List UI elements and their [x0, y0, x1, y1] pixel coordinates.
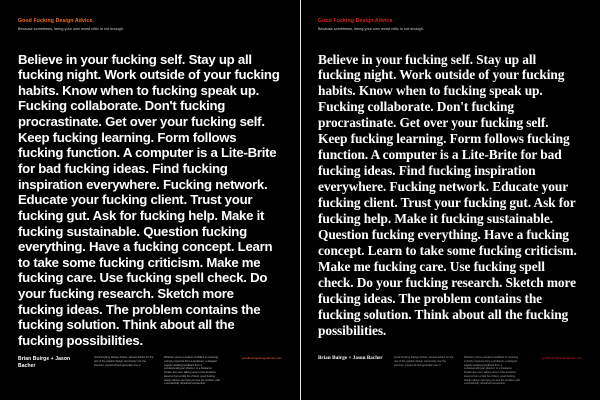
footer-url[interactable]: goodfuckingdesignadvice.com — [541, 356, 582, 360]
poster-header — [318, 18, 582, 32]
poster-header-subtitle: Because sometimes, being your own worst critic is not enough. — [18, 26, 124, 31]
footer-column-two: Whether you're a student confident in receiving a timely response from a professor, a designer eagerly awaiting feedback from a condescending art director, or a freelance broken-ass soul, taking some in-the-trenches lessons from a little bit of blunt, good fucking design advice can help you see the problem with a wonderfully refreshed perspective. — [464, 356, 520, 386]
manifesto-text: Believe in your fucking self. Stay up all fucking night. Work outside of your fucking habits. Know when to fucking speak up. Fucking collaborate. Don't fucking procrastinate. Get over your fucking self. Keep fucking learning. Form follows fucking function. A computer is a Lite-Brite for bad fucking ideas. Find fucking inspiration everywhere. Fucking network. Educate your fucking client. Trust your fucking gut. Ask for fucking help. Make it fucking sustainable. Question fucking everything. Have a fucking concept. Learn to take some fucking criticism. Make me fucking care. Use fucking spell check. Do your fucking research. Sketch more fucking ideas. The problem contains the fucking solution. Think about all the fucking possibilities. — [18, 51, 280, 349]
poster-header — [18, 18, 282, 32]
poster-divider — [300, 0, 301, 400]
footer-authors: Brian Buirge + Jason Bacher — [18, 356, 71, 369]
poster-footer — [318, 356, 582, 386]
poster-footer — [18, 356, 282, 386]
footer-column-two: Whether you're a student confident in receiving a timely response from a professor, a designer eagerly awaiting feedback from a condescending art director, or a freelance broken-ass soul, taking some in-the-trenches lessons from a little bit of blunt, good fucking design advice can help you see the problem with a wonderfully refreshed perspective. — [164, 356, 220, 386]
poster-spacer — [18, 349, 282, 356]
poster-spacer — [318, 339, 582, 356]
footer-column-one: Good Fucking Design Advice. Honest advice for the rest of the graphic design community. For the insecure, pissed off and generally over-it. — [394, 356, 454, 367]
poster-serif — [300, 0, 600, 400]
poster-header-subtitle: Because sometimes, being your own worst critic is not enough. — [318, 26, 424, 31]
footer-column-one: Good Fucking Design Advice. Honest advice for the rest of the graphic design community. For the insecure, pissed off and generally over-it. — [94, 356, 154, 367]
poster-header-title: Good Fucking Design Advice. — [318, 18, 395, 24]
poster-header-title: Good Fucking Design Advice. — [18, 18, 95, 24]
footer-authors: Brian Buirge + Jason Bacher — [318, 356, 383, 361]
footer-url[interactable]: goodfuckingdesignadvice.com — [241, 356, 282, 360]
manifesto-text: Believe in your fucking self. Stay up all fucking night. Work outside of your fucking habits. Know when to fucking speak up. Fucking collaborate. Don't fucking procrastinate. Get over your fucking self. Keep fucking learning. Form follows fucking function. A computer is a Lite-Brite for bad fucking ideas. Find fucking inspiration everywhere. Fucking network. Educate your fucking client. Trust your fucking gut. Ask for fucking help. Make it fucking sustainable. Question fucking everything. Have a fucking concept. Learn to take some fucking criticism. Make me fucking care. Use fucking spell check. Do your fucking research. Sketch more fucking ideas. The problem contains the fucking solution. Think about all the fucking possibilities. — [318, 51, 577, 338]
